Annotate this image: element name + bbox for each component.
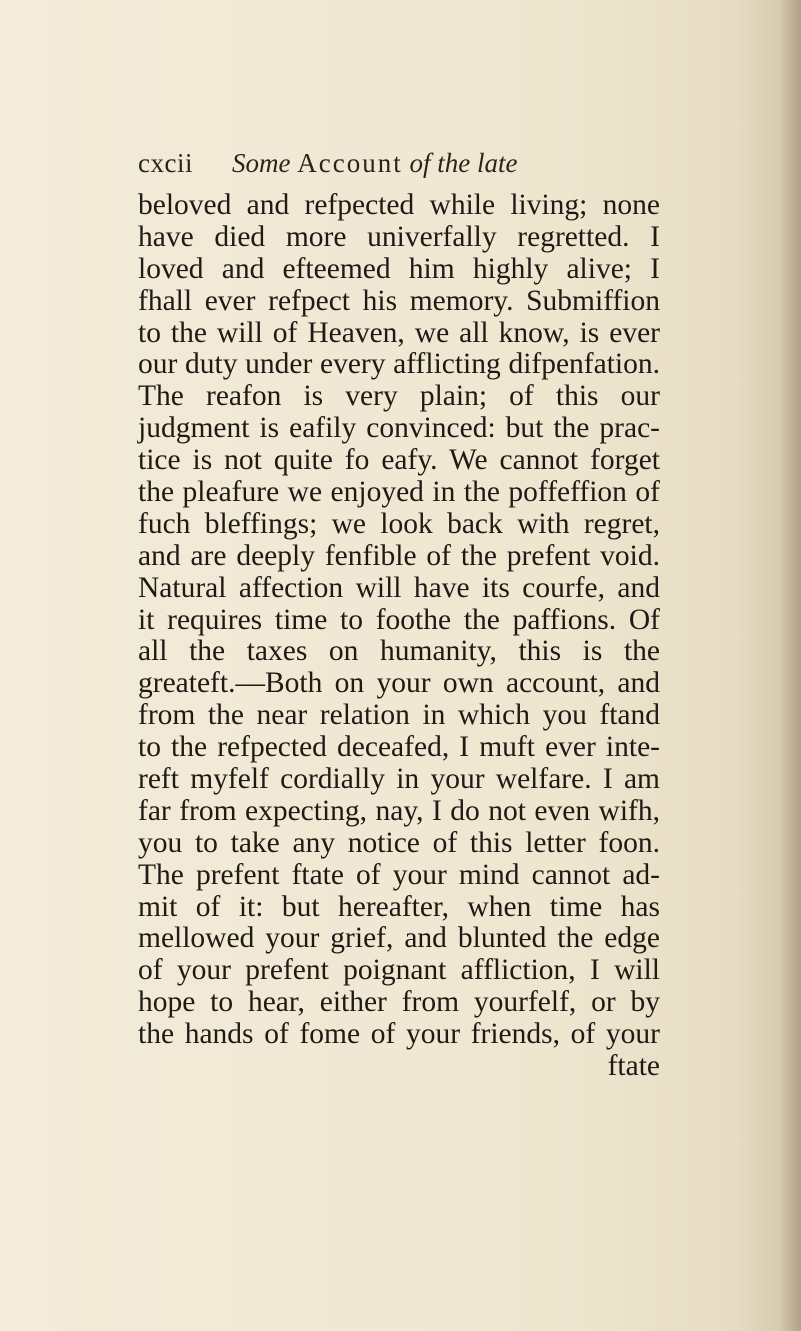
- text-line: reft myfelf cordially in your welfare. I am: [138, 763, 660, 796]
- running-title: [232, 148, 517, 179]
- text-line: judgment is eafily convinced: but the prac-: [138, 412, 660, 445]
- text-line: fhall ever refpect his memory. Submiffion: [138, 284, 660, 317]
- text-line: and are deeply fenfible of the prefent void.: [138, 539, 660, 572]
- text-line: far from expecting, nay, I do not even wifh,: [138, 794, 660, 827]
- text-line: it requires time to foothe the paffions. Of: [138, 603, 660, 636]
- running-head: [138, 148, 698, 188]
- text-line: greateft.—Both on your own account, and: [138, 667, 660, 700]
- text-line: Natural affection will have its courfe, and: [138, 571, 660, 604]
- text-line: mellowed your grief, and blunted the edge: [138, 922, 660, 955]
- text-line: from the near relation in which you ftand: [138, 699, 660, 732]
- page-number: cxcii: [138, 148, 193, 178]
- text-line: the hands of fome of your friends, of your: [138, 1018, 660, 1051]
- text-line: our duty under every afflicting difpenfation.: [138, 348, 660, 381]
- text-line: The prefent ftate of your mind cannot ad-: [138, 858, 660, 891]
- page-edge-shadow: [779, 0, 801, 1331]
- catchword: ftate: [607, 1050, 660, 1083]
- text-line: The reafon is very plain; of this our: [138, 380, 660, 413]
- text-line: fuch bleffings; we look back with regret,: [138, 507, 660, 540]
- text-line: mit of it: but hereafter, when time has: [138, 890, 660, 923]
- running-title-italic-2: of the late: [409, 148, 518, 178]
- text-line: the pleafure we enjoyed in the poffeffion of: [138, 476, 660, 509]
- text-line: of your prefent poignant affliction, I will: [138, 954, 660, 987]
- text-line: loved and efteemed him highly alive; I: [138, 252, 660, 285]
- text-line: to the refpected deceafed, I muft ever inte-: [138, 731, 660, 764]
- text-line: to the will of Heaven, we all know, is ever: [138, 316, 660, 349]
- text-line: beloved and refpected while living; none: [138, 189, 660, 221]
- text-line: all the taxes on humanity, this is the: [138, 635, 660, 668]
- text-line: you to take any notice of this letter foon.: [138, 826, 660, 859]
- text-line: have died more univerfally regretted. I: [138, 220, 660, 253]
- running-title-smallcaps: Account: [297, 148, 403, 178]
- text-line: hope to hear, either from yourfelf, or by: [138, 986, 660, 1019]
- running-title-italic-1: Some: [232, 148, 291, 178]
- text-line: tice is not quite fo eafy. We cannot forget: [138, 444, 660, 477]
- body-text: [138, 190, 660, 1083]
